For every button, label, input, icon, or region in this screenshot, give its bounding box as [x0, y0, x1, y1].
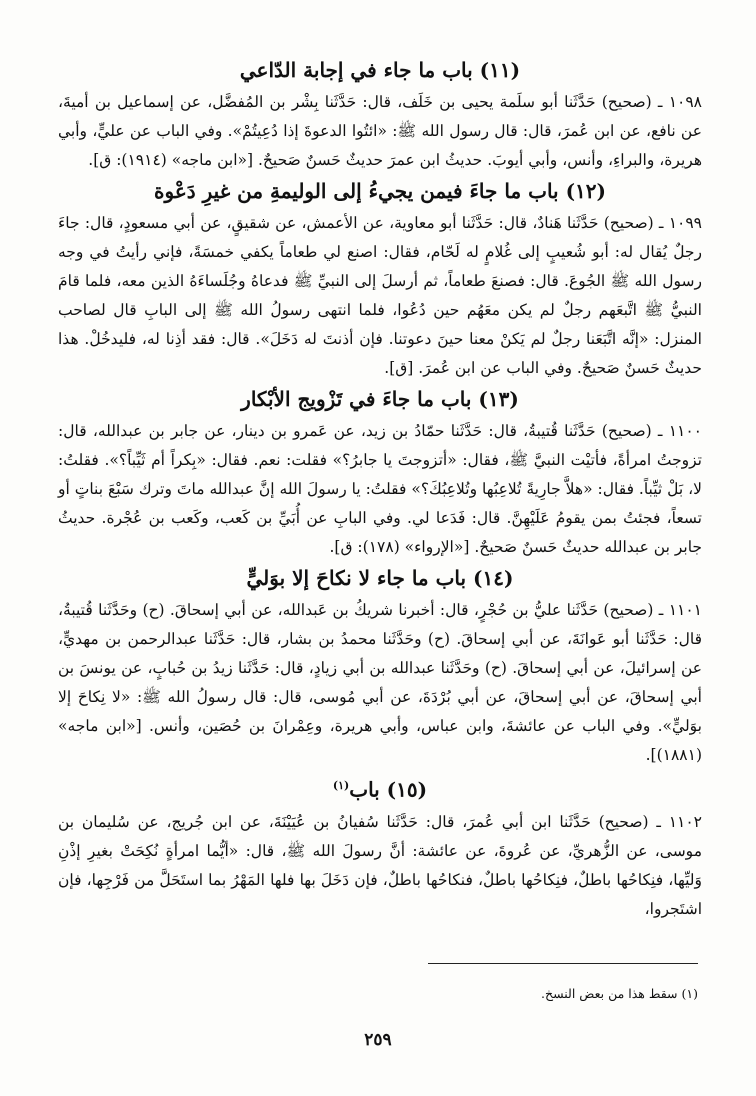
footnote-marker: (١) [681, 986, 698, 1001]
section-12 [58, 177, 702, 383]
page-number: ٢٥٩ [364, 1030, 392, 1050]
footnote-text: سقط هذا من بعض النسخ. [541, 986, 678, 1001]
footnote-divider [428, 963, 698, 964]
section-heading: (١٤) باب ما جاء لا نكاحَ إلا بوَليٍّ [246, 566, 514, 590]
section-heading: (١٣) باب ما جاءَ في تَزْويج الأبْكار [241, 387, 519, 411]
page-content [58, 54, 702, 924]
hadith-1099: ١٠٩٩ ـ (صحيح) حَدَّثَنا هَنادٌ، قال: حَدَّثَنا أبو معاوية، عن الأعمش، عن شقيقٍ، عن أبي مسعودٍ، قال: جاءَ رجلٌ يُقال له: أبو شُعيبٍ إلى غُلامٍ له لَحّام، فقال: اصنع لي طعاماً يكفي خمسَةً، فإني رأيتُ في وجه رسول الله ﷺ الجُوعَ. قال: فصنعَ طعاماً، ثم أرسلَ إلى النبيِّ ﷺ فدعاهُ وجُلَساءَهُ الذين معه، فلما قامَ النبيُّ ﷺ اتَّبعَهم رجلٌ لم يكن معَهُم حين دُعُوا، فلما انتهى رسولُ الله ﷺ إلى البابِ قال لصاحب المنزل: «إنَّه اتَّبَعَنا رجلٌ لم يَكنْ معنا حينَ دعوتنا. فإن أذنتَ له دَخَلَ». قال: فقد أذِنا له، فليدخُلْ. هذا حديثٌ حَسنٌ صَحيحٌ. وفي الباب عن ابن عُمرَ. [ق]. [58, 214, 702, 377]
section-13 [58, 385, 702, 562]
section-heading-text: (١٥) باب [349, 777, 428, 802]
hadith-1098: ١٠٩٨ ـ (صحيح) حَدَّثَنا أبو سلَمة يحيى بن خَلَف، قال: حَدَّثَنا بِشْر بن المُفضَّل، عن إسماعيل بن أميةَ، عن نافع، عن ابن عُمرَ، قال: قال رسول الله ﷺ: «ائتُوا الدعوةَ إذا دُعِيتُمْ». وفي الباب عن عليٍّ، وأبي هريرة، والبراءِ، وأنس، وأبي أيوبَ. حديثُ ابن عمرَ حديثٌ حَسنٌ صَحيحٌ. [«ابن ماجه» (١٩١٤): ق]. [58, 93, 702, 169]
footnote-marker: (١) [332, 779, 350, 792]
section-heading: (١١) باب ما جاء في إجابة الدّاعي [239, 58, 521, 82]
hadith-1102: ١١٠٢ ـ (صحيح) حَدَّثَنا ابن أبي عُمرَ، قال: حَدَّثَنا سُفيانُ بن عُيَيْنَةَ، عن ابن جُريج، عن سُليمان بن موسى، عن الزُّهريِّ، عن عُروةَ، عن عائشة: أنَّ رسولَ الله ﷺ، قال: «أيُّما امرأةٍ نُكِحَتْ بغيرِ إذْنِ وَليِّها، فنِكاحُها باطلٌ، فنِكاحُها باطلٌ، فنكاحُها باطلٌ، فإن دَخَلَ بها فلها المَهْرُ بما استَحَلَّ من فَرْجِها، فإن اشتَجروا، [58, 812, 702, 918]
section-15 [58, 772, 702, 924]
section-heading: (١٢) باب ما جاءَ فيمن يجيءُ إلى الوليمةِ من غيرِ دَعْوة [154, 179, 606, 203]
section-11 [58, 56, 702, 175]
footnote [58, 985, 698, 1003]
hadith-1101: ١١٠١ ـ (صحيح) حَدَّثَنا عليُّ بن حُجْرٍ، قال: أخبرنا شريكُ بن عَبدالله، عن أبي إسحاقَ. (ح) وحَدَّثَنا قُتيبةُ، قال: حَدَّثَنا أبو عَوانَةَ، عن أبي إسحاقَ. (ح) وحَدَّثَنا محمدُ بن بشار، قال: حَدَّثَنا عبدالرحمن بن مهديٍّ، عن إسرائيلَ، عن أبي إسحاقَ. (ح) وحَدَّثَنا عبدالله بن أبي زيادٍ، قال: حَدَّثَنا زيدُ بن حُبابٍ، عن يونسَ بن أبي إسحاقَ، عن أبي إسحاقَ، عن أبي بُرْدَةَ، عن أبي مُوسى، قال: قال رسولُ الله ﷺ: «لا نِكاحَ إلا بوَليٍّ». وفي الباب عن عائشةَ، وابن عباس، وأبي هريرة، وعِمْرانَ بن حُصَين، وأنس. [«ابن ماجه» (١٨٨١)]. [58, 601, 702, 764]
section-14 [58, 564, 702, 770]
hadith-1100: ١١٠٠ ـ (صحيح) حَدَّثَنا قُتيبةُ، قال: حَدَّثَنا حمّادُ بن زيد، عن عَمرو بن دينار، عن جابر بن عبدالله، قال: تزوجتُ امرأةً، فأتيْت النبيَّ ﷺ، فقال: «أتزوجتَ يا جابرُ؟» فقلت: نعم. فقال: «بِكراً أم ثَيِّباً؟». فقلتُ: لا، بَلْ ثيِّباً. فقال: «هلاَّ جارِيةً تُلاعِبُها وتُلاعِبُكَ؟» فقلتُ: يا رسولَ الله إنَّ عبدالله ماتَ وترك سَبْعَ بناتٍ أو تسعاً، فجئتُ بمن يقومُ عَلَيْهِنَّ. قال: فَدَعا لي. وفي البابِ عن أُبَيِّ بن كَعب، وكَعب بن عُجْرة. حديثُ جابر بن عبدالله حديثٌ حَسنٌ صَحيحٌ. [«الإرواء» (١٧٨): ق]. [58, 422, 702, 556]
section-heading [58, 772, 702, 804]
